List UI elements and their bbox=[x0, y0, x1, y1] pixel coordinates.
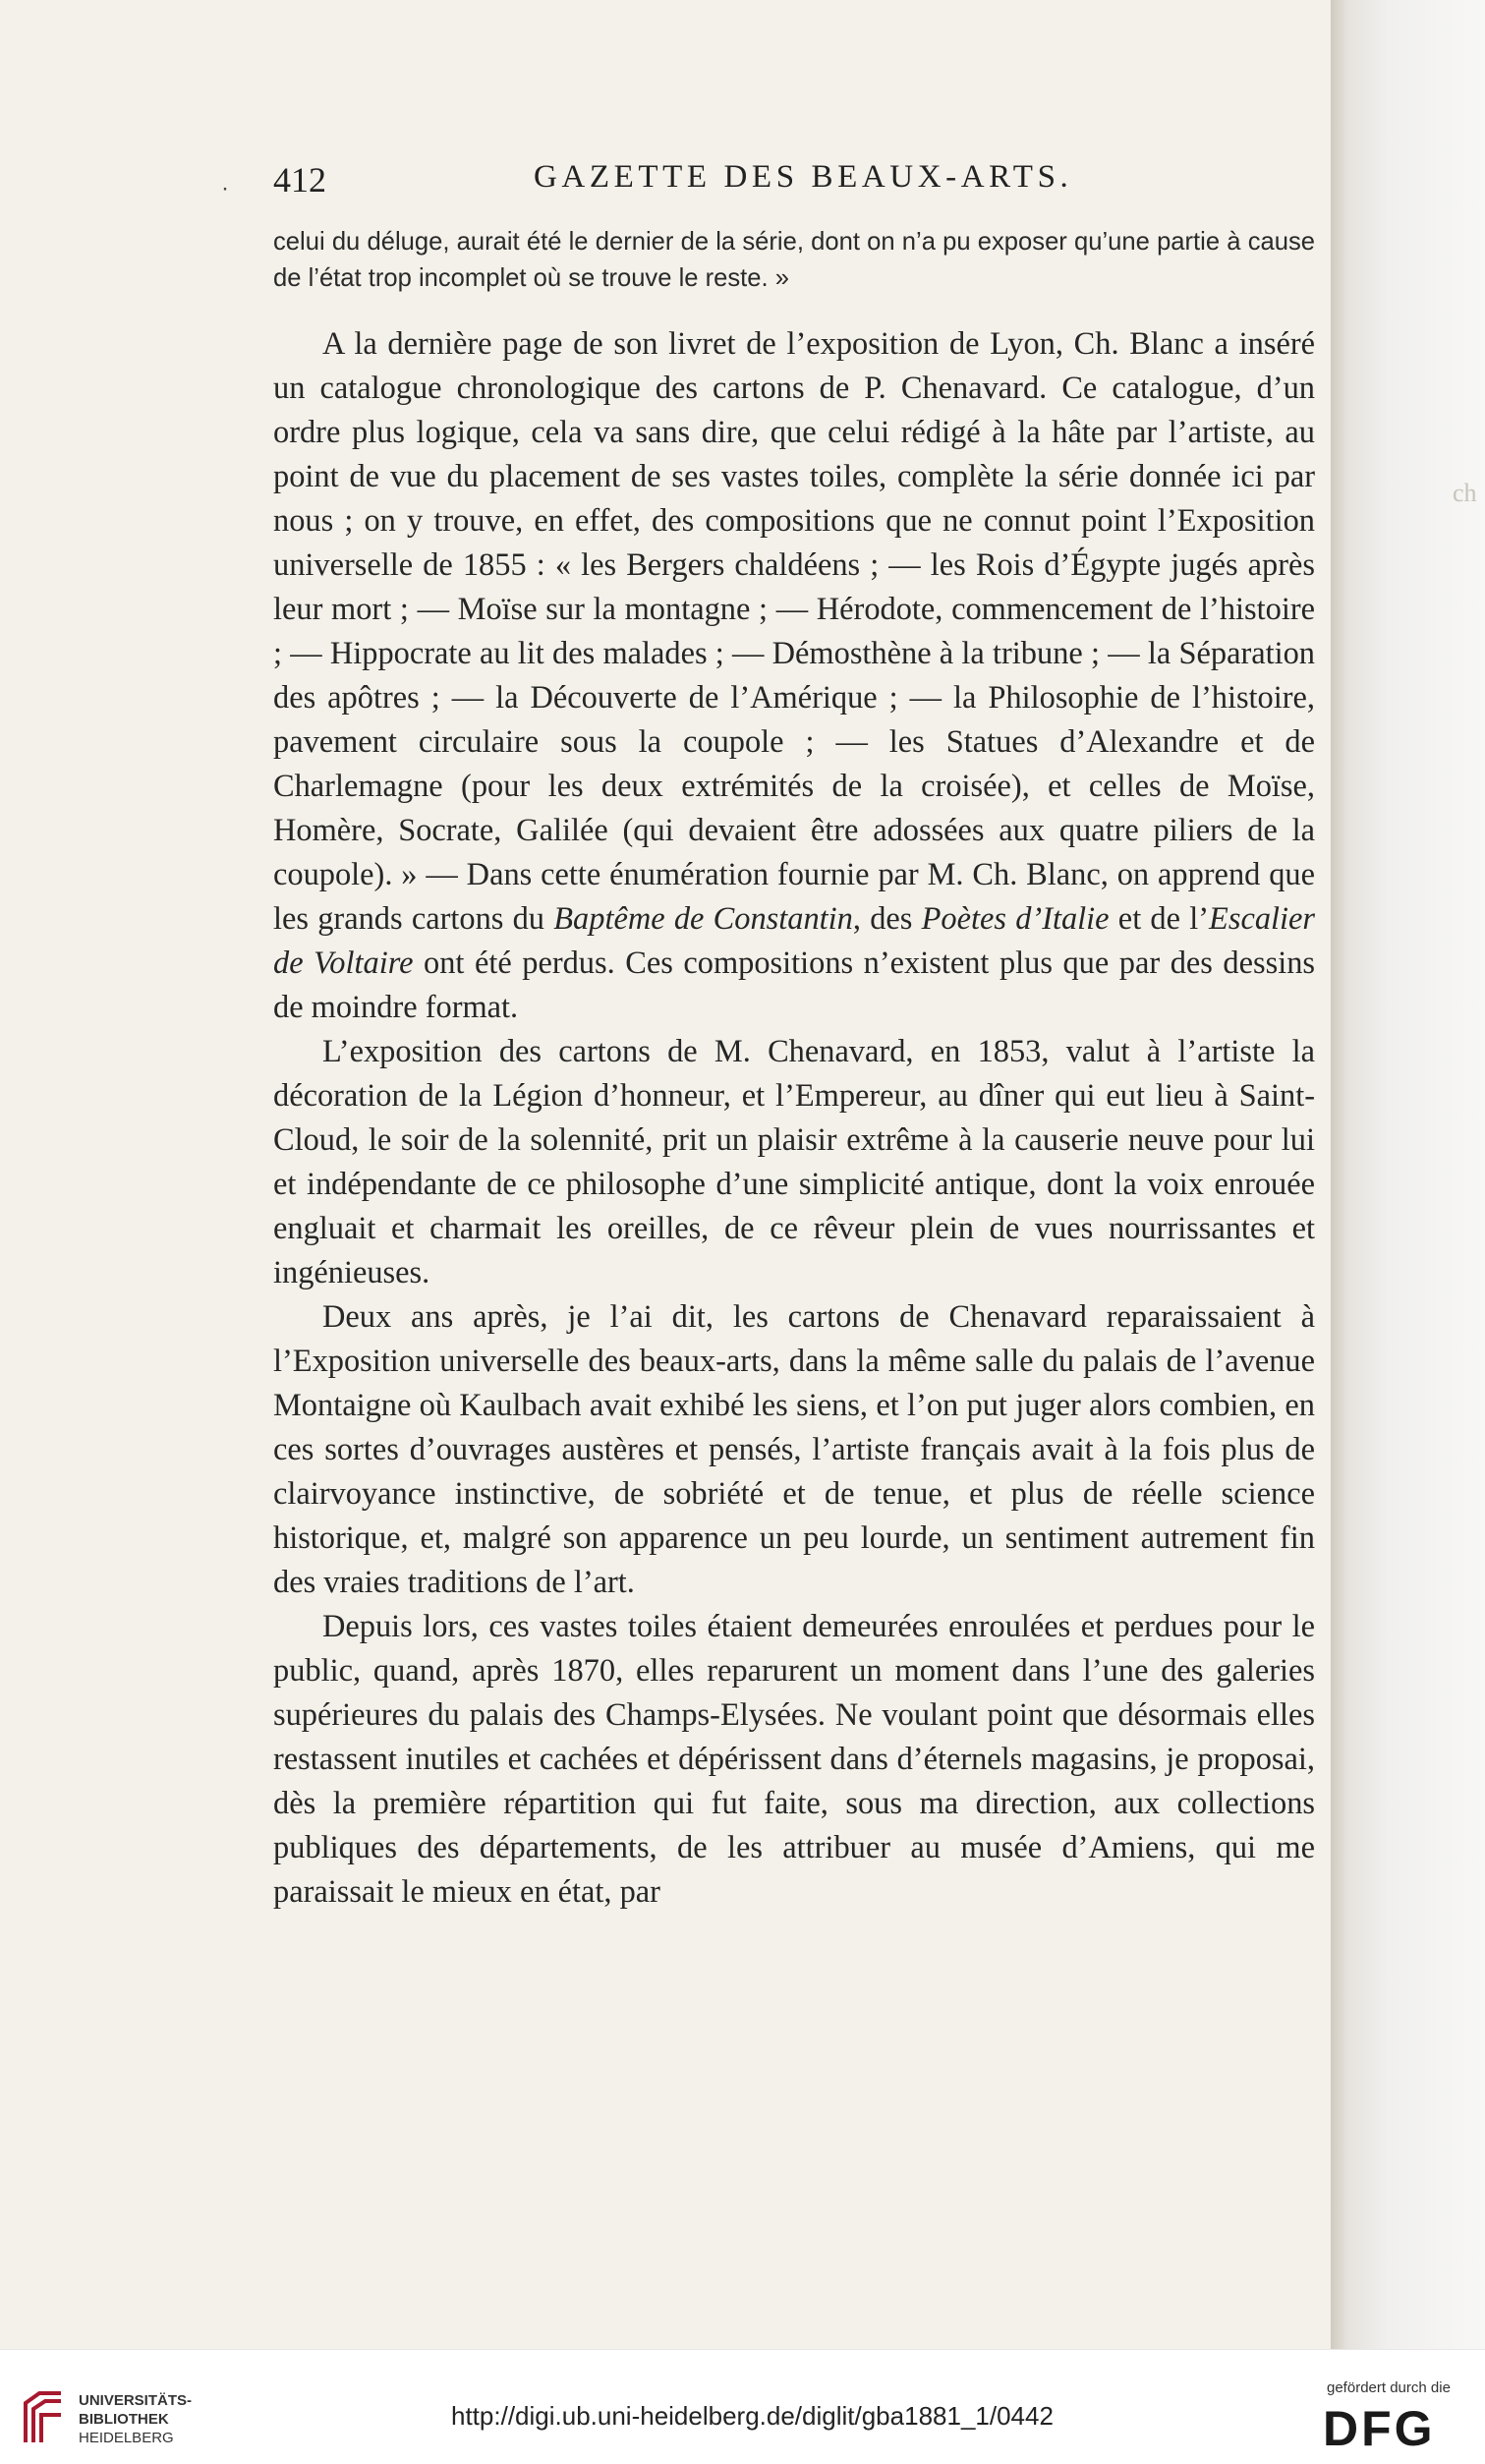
facing-page-text-fragment: ch bbox=[1453, 479, 1477, 507]
facing-page-edge bbox=[1331, 0, 1485, 2349]
library-name-line: UNIVERSITÄTS- bbox=[79, 2392, 193, 2409]
page-number: 412 bbox=[273, 160, 326, 200]
university-library-logo-icon[interactable] bbox=[20, 2389, 67, 2444]
journal-title: GAZETTE DES BEAUX-ARTS. bbox=[534, 159, 1073, 195]
footnote-continuation: celui du déluge, aurait été le dernier de la série, dont on n’a pu exposer qu’une partie à cause de l’état trop incomplet où se trouve le reste. » bbox=[273, 228, 1315, 292]
paragraph-depuis-lors bbox=[273, 1605, 1315, 1915]
library-name bbox=[79, 2391, 192, 2447]
artwork-title: Escalier de Voltaire bbox=[273, 901, 1315, 981]
page-marker: · bbox=[221, 175, 229, 201]
dfg-logo[interactable]: DFG bbox=[1323, 2401, 1436, 2456]
text-segment: , des bbox=[852, 901, 922, 937]
artwork-title: Baptême de Constantin bbox=[553, 901, 853, 937]
library-name-line: BIBLIOTHEK bbox=[79, 2411, 169, 2428]
article-body bbox=[273, 322, 1315, 1915]
library-name-line: HEIDELBERG bbox=[79, 2430, 174, 2446]
text-segment: A la dernière page de son livret de l’exposition de Lyon, Ch. Blanc a inséré un catalogue chronologique des cartons de P. Chenavard. Ce catalogue, d’un ordre plus logique, cela va sans dire, que celui rédigé à la hâte par l’artiste, au point de vue du placement de ses vastes toiles, complète la série donnée ici par nous ; on y trouve, en effet, des compositions que ne connut point l’Exposition universelle de 1855 : « les Bergers chaldéens ; — les Rois d’Égypte jugés après leur mort ; — Moïse sur la montagne ; — Hérodote, commencement de l’histoire ; — Hippocrate au lit des malades ; — Démosthène à la tribune ; — la Séparation des apôtres ; — la Découverte de l’Amérique ; — la Philosophie de l’histoire, pavement circulaire sous la coupole ; — les Statues d’Alexandre et de Charlemagne (pour les deux extrémités de la croisée), et celles de Moïse, Homère, Socrate, Galilée (qui devaient être adossées aux quatre piliers de la coupole). » — Dans cette énumération fournie par M. Ch. Blanc, on apprend que les grands cartons du bbox=[273, 326, 1315, 937]
paragraph-exposition-1853 bbox=[273, 1030, 1315, 1295]
viewer-footer bbox=[0, 2349, 1485, 2464]
artwork-title: Poètes d’Italie bbox=[921, 901, 1110, 937]
text-segment: Depuis lors, ces vastes toiles étaient demeurées enroulées et perdues pour le public, quand, après 1870, elles reparurent un moment dans l’une des galeries supérieures du palais des Champs-Elysées. Ne voulant point que désormais elles restassent inutiles et cachées et dépérissent dans d’éternels magasins, je proposai, dès la première répartition qui fut faite, sous ma direction, aux collections publiques des départements, de les attribuer au musée d’Amiens, qui me paraissait le mieux en état, par bbox=[273, 1609, 1315, 1910]
paragraph-exposition-universelle bbox=[273, 1295, 1315, 1605]
paragraph-catalogue bbox=[273, 322, 1315, 1030]
text-segment: et de l’ bbox=[1109, 901, 1210, 937]
text-segment: ont été perdus. Ces compositions n’existent plus que par des dessins de moindre format. bbox=[273, 945, 1315, 1025]
permalink-url[interactable]: http://digi.ub.uni-heidelberg.de/diglit/gba1881_1/0442 bbox=[451, 2401, 1054, 2431]
text-segment: Deux ans après, je l’ai dit, les cartons de Chenavard reparaissaient à l’Exposition universelle des beaux-arts, dans la même salle du palais de l’avenue Montaigne où Kaulbach avait exhibé les siens, et l’on put juger alors combien, en ces sortes d’ouvrages austères et pensés, l’artiste français avait à la fois plus de clairvoyance instinctive, de sobriété et de tenue, et plus de réelle science historique, et, malgré son apparence un peu lourde, un sentiment autrement fin des vraies traditions de l’art. bbox=[273, 1299, 1315, 1600]
funded-by-label: gefördert durch die bbox=[1327, 2379, 1451, 2396]
text-segment: L’exposition des cartons de M. Chenavard, en 1853, valut à l’artiste la décoration de la Légion d’honneur, et l’Empereur, au dîner qui eut lieu à Saint-Cloud, le soir de la solennité, prit un plaisir extrême à la causerie neuve pour lui et indépendante de ce philosophe d’une simplicité antique, dont la voix enrouée engluait et charmait les oreilles, de ce rêveur plein de vues nourrissantes et ingénieuses. bbox=[273, 1034, 1315, 1290]
running-head bbox=[273, 155, 1315, 204]
